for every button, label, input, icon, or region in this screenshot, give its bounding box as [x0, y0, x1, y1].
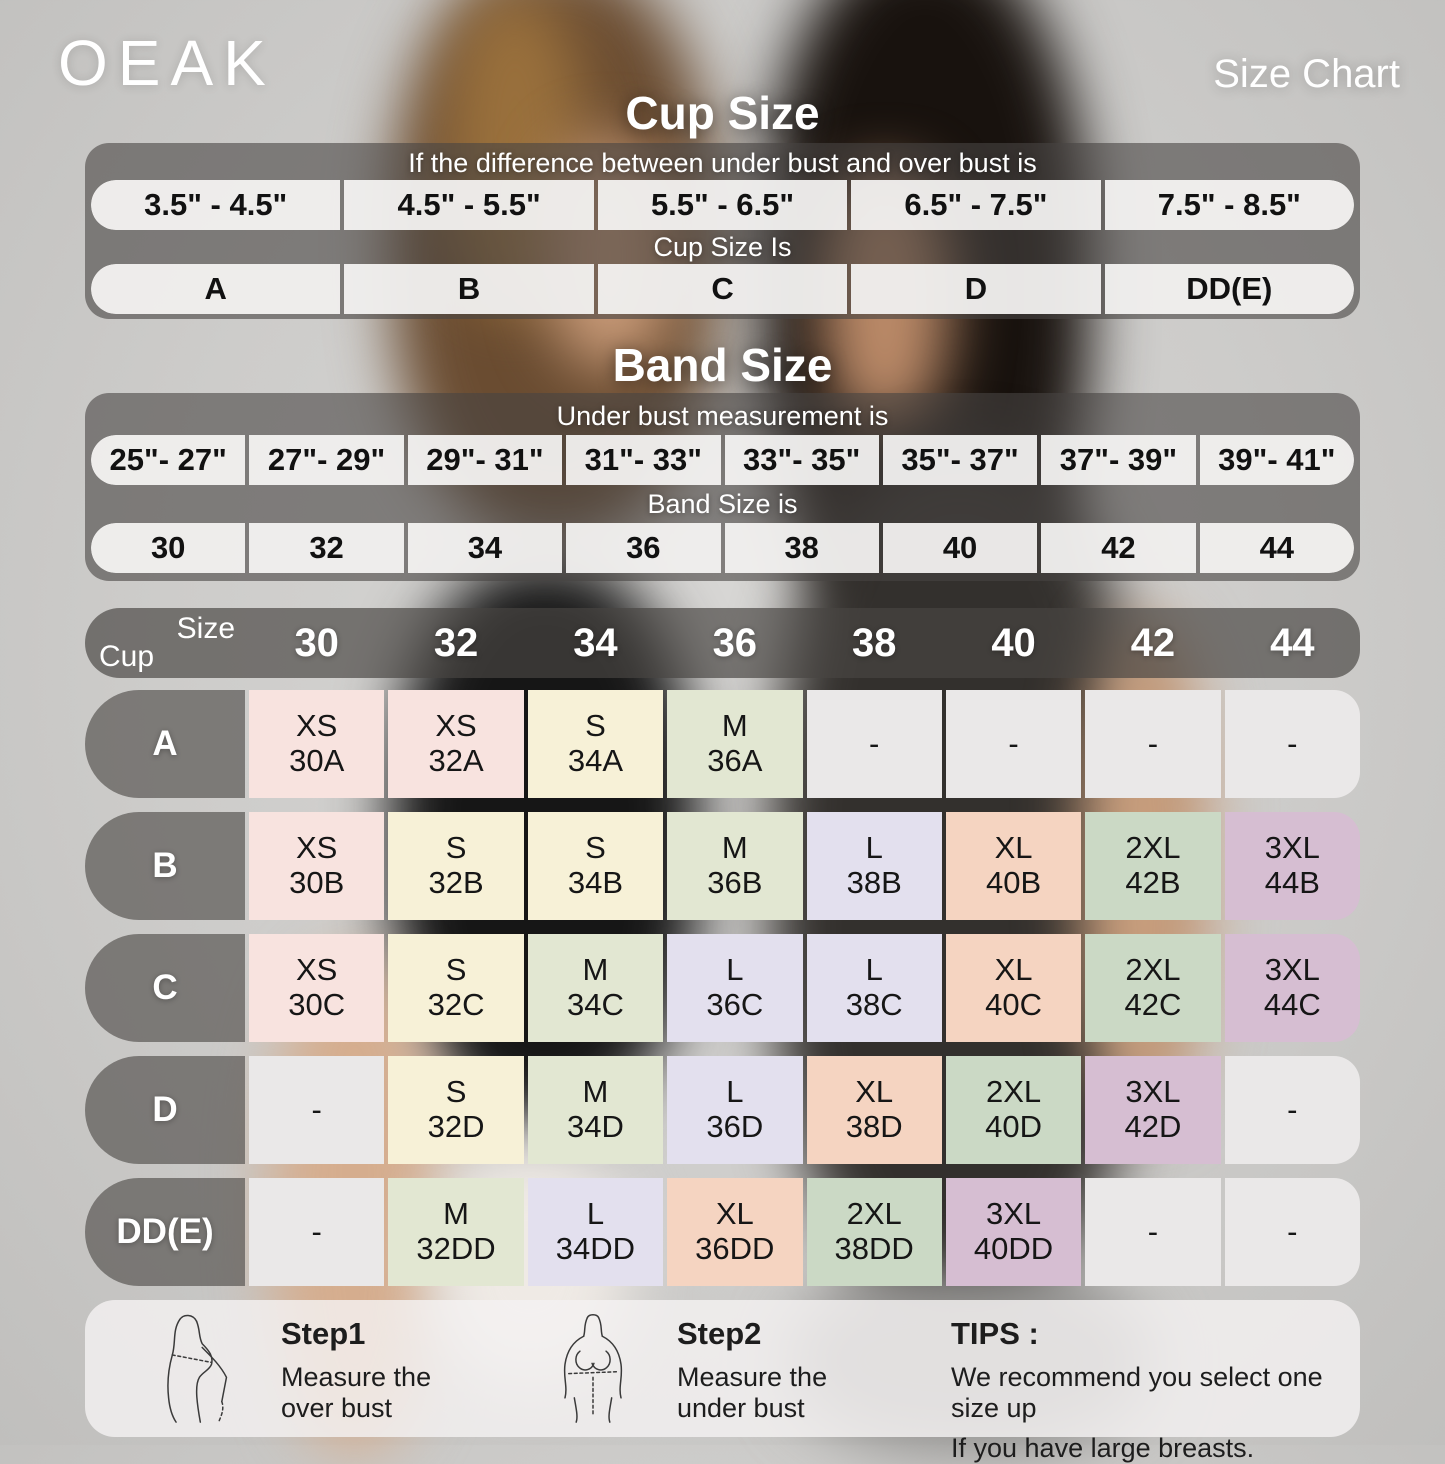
matrix-row-C	[85, 934, 1360, 1042]
corner-size-label: Size	[176, 612, 235, 645]
size-cell	[528, 812, 663, 920]
size-cell	[1225, 690, 1360, 798]
size-code: 30C	[288, 987, 346, 1022]
band-range-cell: 29"- 31"	[408, 435, 562, 485]
size-code: 34C	[567, 987, 624, 1022]
cup-letter-cell: A	[91, 264, 340, 314]
size-matrix	[85, 608, 1360, 1300]
size-cell	[388, 690, 523, 798]
size-label: M	[443, 1196, 469, 1232]
size-code: 34A	[567, 743, 624, 778]
band-number-cell: 42	[1041, 523, 1195, 573]
band-number-cell: 36	[566, 523, 720, 573]
size-cell	[807, 1056, 942, 1164]
size-code: 32C	[427, 987, 485, 1022]
size-cell	[528, 1056, 663, 1164]
size-code: 32B	[428, 865, 484, 900]
size-code: 42B	[1125, 865, 1181, 900]
band-range-row	[91, 435, 1354, 485]
size-label: M	[721, 708, 748, 744]
row-label: C	[85, 934, 245, 1042]
size-label: L	[586, 1196, 605, 1232]
size-cell	[667, 812, 802, 920]
size-code: 40C	[985, 987, 1042, 1022]
cup-letter-cell: B	[344, 264, 593, 314]
size-cell	[528, 1178, 663, 1286]
size-cell	[1085, 812, 1220, 920]
size-label: XL	[994, 830, 1033, 866]
step1-text	[281, 1316, 431, 1424]
page-title: Size Chart	[1213, 52, 1400, 96]
tips-line2: If you have large breasts.	[951, 1433, 1255, 1463]
step1-title: Step1	[281, 1316, 366, 1351]
matrix-column-header: 38	[851, 620, 897, 665]
matrix-row-DDE	[85, 1178, 1360, 1286]
band-range-cell: 27"- 29"	[249, 435, 403, 485]
size-code: 36C	[706, 987, 764, 1022]
tips-title: TIPS :	[951, 1316, 1039, 1351]
matrix-column-header: 44	[1270, 620, 1315, 665]
brand-logo: OEAK	[58, 27, 276, 99]
band-size-title: Band Size	[612, 339, 833, 391]
band-number-cell: 32	[249, 523, 403, 573]
matrix-column-header: 40	[991, 620, 1036, 665]
size-label: -	[1287, 1091, 1298, 1127]
size-label: S	[445, 830, 467, 866]
size-cell	[667, 1056, 802, 1164]
size-label: XS	[296, 952, 338, 988]
size-label: 3XL	[1264, 952, 1320, 988]
band-size-panel	[85, 393, 1360, 581]
corner-cup-label: Cup	[99, 640, 155, 673]
size-cell	[946, 1178, 1081, 1286]
size-label: S	[585, 708, 606, 744]
size-label: XL	[994, 952, 1033, 988]
size-label: XL	[715, 1196, 754, 1232]
size-label: S	[445, 952, 467, 988]
size-label: -	[311, 1091, 322, 1127]
size-code: 32DD	[416, 1231, 496, 1266]
size-code: 36B	[707, 865, 763, 900]
size-code: 34D	[567, 1109, 624, 1144]
size-cell	[1225, 934, 1360, 1042]
step2-text	[677, 1316, 827, 1424]
cup-letter-cell: DD(E)	[1105, 264, 1354, 314]
size-label: 2XL	[985, 1074, 1042, 1110]
size-cell	[1225, 812, 1360, 920]
band-result-label: Band Size is	[647, 488, 798, 519]
band-number-cell: 30	[91, 523, 245, 573]
size-label: XS	[296, 708, 338, 744]
cup-size-panel	[85, 143, 1360, 319]
size-code: 36DD	[695, 1231, 775, 1266]
cup-range-row	[91, 180, 1354, 230]
matrix-row-D	[85, 1056, 1360, 1164]
measure-footer-panel	[85, 1300, 1360, 1463]
size-label: 2XL	[846, 1196, 902, 1232]
step2-title: Step2	[677, 1316, 762, 1351]
band-range-cell: 35"- 37"	[883, 435, 1037, 485]
band-number-cell: 40	[883, 523, 1037, 573]
cup-range-cell: 3.5" - 4.5"	[91, 180, 340, 230]
size-code: 34B	[567, 865, 624, 900]
size-cell	[946, 1056, 1081, 1164]
matrix-column-header: 32	[433, 620, 479, 665]
step2-line1: Measure the	[677, 1362, 828, 1392]
cup-letter-cell: D	[851, 264, 1100, 314]
band-number-cell: 34	[408, 523, 562, 573]
band-range-cell: 25"- 27"	[91, 435, 245, 485]
size-label: 2XL	[1125, 952, 1181, 988]
matrix-column-header: 30	[294, 620, 339, 665]
size-cell	[946, 690, 1081, 798]
size-label: 2XL	[1125, 830, 1181, 866]
band-range-cell: 31"- 33"	[566, 435, 720, 485]
matrix-column-header: 42	[1130, 620, 1176, 665]
size-cell	[388, 934, 523, 1042]
band-range-cell: 33"- 35"	[725, 435, 879, 485]
size-label: S	[445, 1074, 467, 1110]
step1-line1: Measure the	[281, 1362, 432, 1392]
matrix-row-B	[85, 812, 1360, 920]
size-code: 32D	[427, 1109, 485, 1144]
cup-letter-cell: C	[598, 264, 847, 314]
band-number-cell: 38	[725, 523, 879, 573]
size-code: 38B	[846, 865, 902, 900]
size-code: 44C	[1263, 987, 1321, 1022]
size-code: 40B	[985, 865, 1042, 900]
row-label: D	[85, 1056, 245, 1164]
size-cell	[1085, 934, 1220, 1042]
band-range-cell: 39"- 41"	[1200, 435, 1354, 485]
size-label: M	[721, 830, 748, 866]
size-code: 42D	[1124, 1109, 1182, 1144]
size-cell	[1225, 1056, 1360, 1164]
size-code: 30B	[289, 865, 345, 900]
step2-line2: under bust	[677, 1393, 805, 1424]
cup-letter-row	[91, 264, 1354, 314]
cup-range-cell: 7.5" - 8.5"	[1105, 180, 1354, 230]
size-code: 40DD	[973, 1231, 1054, 1266]
size-cell	[1085, 690, 1220, 798]
band-condition-label: Under bust measurement is	[556, 400, 889, 431]
matrix-header-row	[85, 608, 1360, 678]
size-cell	[807, 934, 942, 1042]
size-cell	[807, 690, 942, 798]
size-label: M	[582, 1074, 609, 1110]
measure-under-bust-icon	[537, 1312, 649, 1424]
size-cell	[1085, 1178, 1220, 1286]
size-cell	[946, 934, 1081, 1042]
size-label: L	[865, 830, 883, 866]
size-label: L	[865, 952, 883, 988]
size-label: XL	[855, 1074, 894, 1110]
matrix-row-A	[85, 690, 1360, 798]
step1-line2: over bust	[281, 1393, 393, 1424]
cup-range-cell: 4.5" - 5.5"	[344, 180, 593, 230]
size-cell	[528, 690, 663, 798]
size-label: S	[585, 830, 606, 866]
size-cell	[249, 934, 384, 1042]
size-label: XS	[296, 830, 338, 866]
size-code: 38DD	[834, 1231, 914, 1266]
size-label: -	[869, 725, 880, 761]
band-number-row	[91, 523, 1354, 573]
size-cell	[249, 1178, 384, 1286]
cup-condition-label: If the difference between under bust and over bust is	[408, 148, 1037, 179]
size-label: -	[1008, 725, 1019, 761]
size-code: 44B	[1264, 865, 1320, 900]
band-number-cell: 44	[1200, 523, 1354, 573]
size-label: M	[582, 952, 609, 988]
size-label: -	[1287, 1213, 1298, 1249]
size-cell	[807, 812, 942, 920]
size-cell	[388, 812, 523, 920]
row-label: DD(E)	[85, 1178, 245, 1286]
band-range-cell: 37"- 39"	[1041, 435, 1195, 485]
size-code: 40D	[985, 1109, 1042, 1144]
size-label: L	[726, 1074, 744, 1110]
size-cell	[388, 1178, 523, 1286]
size-cell	[667, 1178, 802, 1286]
size-code: 38C	[845, 987, 903, 1022]
size-cell	[946, 812, 1081, 920]
size-label: 3XL	[1125, 1074, 1181, 1110]
size-cell	[1225, 1178, 1360, 1286]
row-label: A	[85, 690, 245, 798]
matrix-column-header: 36	[712, 620, 758, 665]
tips-block	[951, 1316, 1360, 1464]
size-cell	[388, 1056, 523, 1164]
size-cell	[249, 1056, 384, 1164]
cup-range-cell: 5.5" - 6.5"	[598, 180, 847, 230]
size-code: 38D	[845, 1109, 903, 1144]
size-label: -	[1147, 1213, 1159, 1249]
size-code: 36D	[706, 1109, 764, 1144]
size-label: 3XL	[1264, 830, 1320, 866]
size-code: 42C	[1124, 987, 1182, 1022]
cup-size-title: Cup Size	[625, 87, 820, 139]
size-cell	[807, 1178, 942, 1286]
size-cell	[1085, 1056, 1220, 1164]
size-label: -	[1287, 725, 1298, 761]
size-label: XS	[435, 708, 477, 744]
size-cell	[249, 690, 384, 798]
size-label: -	[311, 1213, 322, 1249]
size-cell	[667, 690, 802, 798]
size-code: 30A	[289, 743, 345, 778]
cup-result-label: Cup Size Is	[653, 231, 792, 262]
measure-over-bust-icon	[135, 1312, 247, 1424]
size-cell	[667, 934, 802, 1042]
row-label: B	[85, 812, 245, 920]
matrix-corner-cell	[85, 608, 245, 678]
size-label: 3XL	[985, 1196, 1042, 1232]
size-code: 32A	[428, 743, 484, 778]
size-code: 34DD	[555, 1231, 636, 1266]
size-label: L	[726, 952, 744, 988]
size-code: 36A	[707, 743, 763, 778]
size-cell	[528, 934, 663, 1042]
matrix-column-header: 34	[573, 620, 618, 665]
cup-range-cell: 6.5" - 7.5"	[851, 180, 1100, 230]
tips-line1: We recommend you select one size up	[951, 1362, 1323, 1423]
size-cell	[249, 812, 384, 920]
size-label: -	[1147, 725, 1159, 761]
